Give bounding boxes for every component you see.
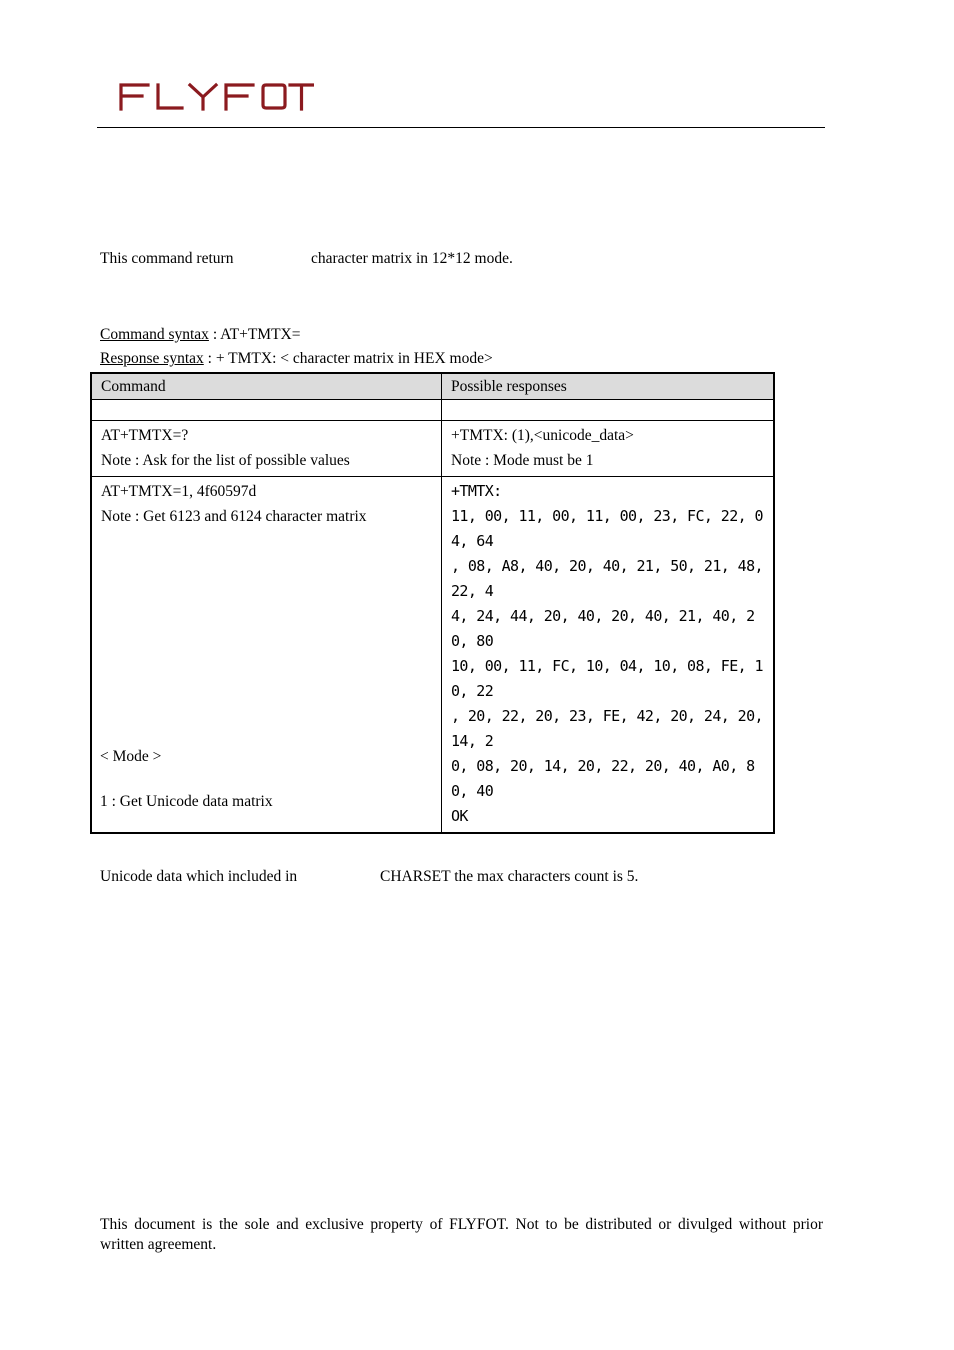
column-header-command: Command	[91, 373, 442, 400]
intro-text-start: This command return	[100, 250, 234, 267]
command-text: AT+TMTX=1, 4f60597d	[101, 483, 257, 500]
header-rule	[97, 127, 825, 128]
response-syntax-value: : + TMTX: < character matrix in HEX mode>	[203, 350, 493, 367]
response-line: 0, 08, 20, 14, 20, 22, 20, 40, A0, 80, 40	[451, 757, 755, 800]
table-row	[91, 421, 774, 477]
table-cell-response	[442, 477, 775, 834]
response-line: 4, 24, 44, 20, 40, 20, 40, 21, 40, 20, 80	[451, 607, 755, 650]
command-syntax	[100, 325, 300, 345]
response-syntax-label: Response syntax	[100, 350, 204, 367]
command-note: Note : Get 6123 and 6124 character matrix	[101, 508, 367, 525]
response-line: , 08, A8, 40, 20, 40, 21, 50, 21, 48, 22, 4	[451, 557, 763, 600]
response-line: 10, 00, 11, FC, 10, 04, 10, 08, FE, 10, 22	[451, 657, 763, 700]
response-note: Note : Mode must be 1	[451, 452, 594, 469]
flyfot-logo	[118, 80, 314, 112]
response-line: , 20, 22, 20, 23, FE, 42, 20, 24, 20, 14, 2	[451, 707, 763, 750]
table-header-row	[91, 373, 774, 400]
table-cell-response	[442, 421, 775, 477]
unicode-text-end: CHARSET the max characters count is 5.	[380, 868, 639, 885]
command-syntax-label: Command syntax	[100, 326, 209, 343]
response-text: +TMTX: (1),<unicode_data>	[451, 427, 634, 444]
response-line: +TMTX:	[451, 482, 502, 500]
table-cell-command	[91, 421, 442, 477]
unicode-text-start: Unicode data which included in	[100, 868, 298, 885]
column-header-responses: Possible responses	[442, 373, 775, 400]
command-table	[90, 372, 775, 834]
table-cell-empty	[91, 400, 442, 421]
command-note: Note : Ask for the list of possible values	[101, 452, 350, 469]
table-row	[91, 477, 774, 834]
table-cell-empty	[442, 400, 775, 421]
table-row-empty	[91, 400, 774, 421]
response-syntax	[100, 349, 493, 369]
mode-label: < Mode >	[100, 748, 162, 765]
response-line: OK	[451, 807, 468, 825]
response-line: 11, 00, 11, 00, 11, 00, 23, FC, 22, 04, 64	[451, 507, 763, 550]
command-text: AT+TMTX=?	[101, 427, 189, 444]
intro-text-end: character matrix in 12*12 mode.	[311, 250, 513, 267]
mode-value: 1 : Get Unicode data matrix	[100, 793, 273, 810]
command-syntax-value: : AT+TMTX=	[208, 326, 301, 343]
footer-disclaimer: This document is the sole and exclusive property of FLYFOT. Not to be distributed or divulged without prior written agreement.	[100, 1216, 823, 1253]
table-cell-command	[91, 477, 442, 834]
